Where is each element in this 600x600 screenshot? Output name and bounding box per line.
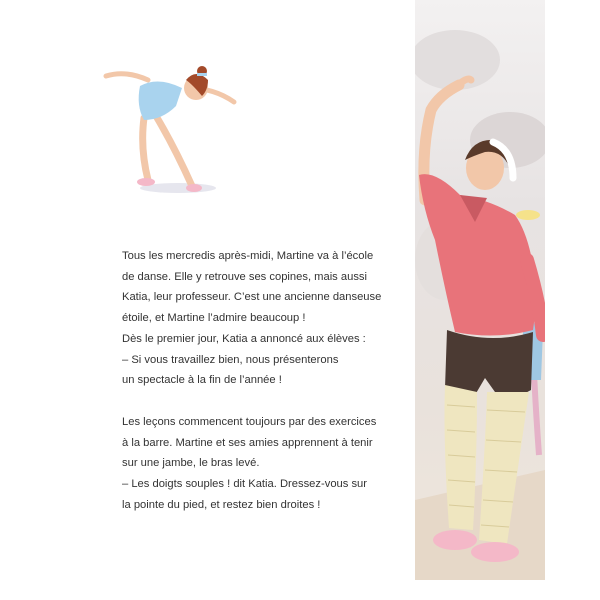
text-line: étoile, et Martine l’admire beaucoup ! [122,312,306,325]
text-line: la pointe du pied, et restez bien droites ! [122,498,321,511]
text-line: à la barre. Martine et ses amies apprennent à tenir [122,436,373,449]
text-line: sur une jambe, le bras levé. [122,457,260,470]
paragraph-gap [122,391,392,412]
text-line: Dès le premier jour, Katia a annoncé aux élèves : [122,332,366,345]
text-line: un spectacle à la fin de l’année ! [122,374,282,387]
text-line: Tous les mercredis après-midi, Martine va à l’école [122,250,374,262]
text-line: – Les doigts souples ! dit Katia. Dressez-vous sur [122,478,367,491]
main-dancer-illustration [415,0,545,580]
text-line: de danse. Elle y retrouve ses copines, mais aussi [122,270,368,283]
small-dancer-illustration [96,58,246,203]
story-text [122,246,392,515]
text-line: – Si vous travaillez bien, nous présenterons [122,353,339,366]
text-line: Katia, leur professeur. C’est une ancienne danseuse [122,291,382,304]
text-line: Les leçons commencent toujours par des exercices [122,415,377,428]
